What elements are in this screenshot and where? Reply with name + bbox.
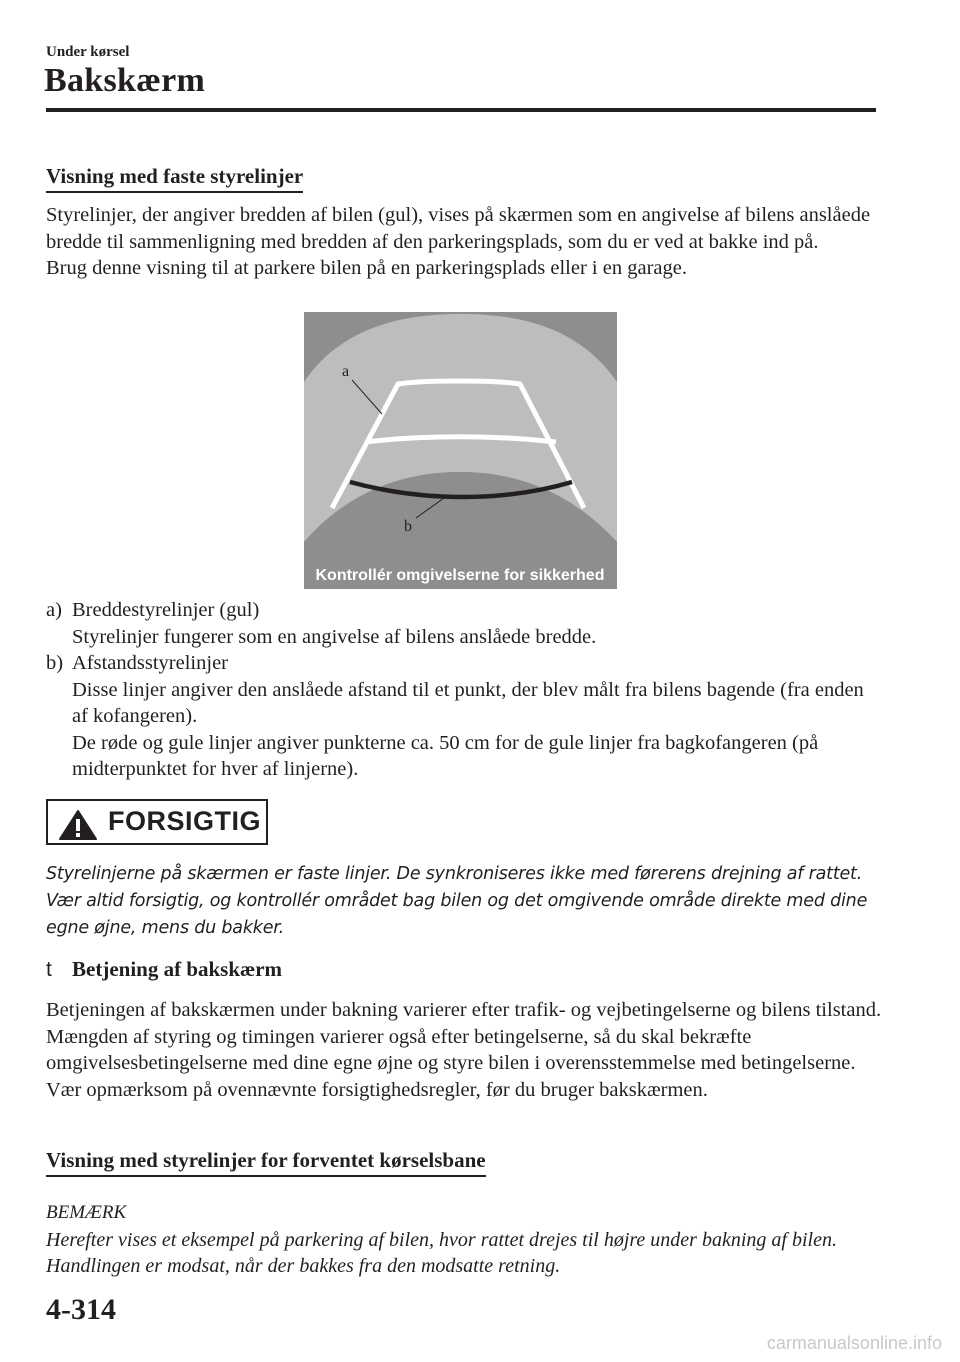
- diagram-label-b: b: [404, 518, 412, 535]
- legend-text-a-1: Styrelinjer fungerer som en angivelse af bilens anslåede bredde.: [72, 625, 597, 648]
- rear-view-diagram: [304, 312, 617, 589]
- watermark: carmanualsonline.info: [766, 1333, 942, 1353]
- diagram-caption: Kontrollér omgivelserne for sikkerhed: [315, 567, 605, 584]
- page-title: Bakskærm: [44, 62, 206, 99]
- warning-label: FORSIGTIG: [108, 806, 261, 836]
- legend-item-a: [46, 597, 876, 650]
- section-heading-expected-path: Visning med styrelinjer for forventet kørselsbane: [46, 1147, 486, 1177]
- section2-body: [46, 997, 886, 1103]
- warning-triangle-icon: [58, 809, 98, 841]
- legend-text-b-1: Disse linjer angiver den anslåede afstand til et punkt, der blev målt fra bilens bagende (fra enden af kofangeren).: [72, 678, 864, 727]
- legend-item-b: [46, 650, 876, 783]
- section-heading-fixed-guidelines: Visning med faste styrelinjer: [46, 163, 303, 193]
- note-block: [46, 1200, 896, 1280]
- diagram-legend: [46, 597, 876, 783]
- title-rule: [46, 108, 876, 112]
- section-marker: t: [46, 958, 52, 981]
- rear-view-diagram-svg: [304, 312, 617, 589]
- chapter-label: Under kørsel: [46, 44, 130, 60]
- warning-label-box: [46, 799, 268, 845]
- legend-label-b: b): [46, 652, 64, 674]
- section2-paragraph-2: Vær opmærksom på ovennævnte forsigtighedsregler, før du bruger bakskærmen.: [46, 1078, 708, 1101]
- page-number: 4-314: [46, 1293, 116, 1326]
- section1-paragraph-1: Styrelinjer, der angiver bredden af bilen (gul), vises på skærmen som en angivelse af bilens anslåede bredde til sammenligning med bredden af den parkeringsplads, som du er ved at bakke ind på.: [46, 204, 871, 253]
- legend-text-b-2: De røde og gule linjer angiver punkterne ca. 50 cm for de gule linjer fra bagkofangeren (på midterpunktet for hver af linjerne).: [72, 731, 819, 780]
- legend-title-b: Afstandsstyrelinjer: [72, 652, 228, 674]
- legend-title-a: Breddestyrelinjer (gul): [72, 599, 260, 621]
- section2-paragraph-1: Betjeningen af bakskærmen under bakning varierer efter trafik- og vejbetingelserne og bilens tilstand. Mængden af styring og timingen varierer også efter betingelserne, så du skal bekræfte omgivelsesbetingelserne med dine egne øjne og styre bilen i overensstemmelse med betingelserne.: [46, 999, 882, 1074]
- note-text: Herefter vises et eksempel på parkering af bilen, hvor rattet drejes til højre under bakning af bilen. Handlingen er modsat, når der bakkes fra den modsatte retning.: [46, 1228, 837, 1277]
- diagram-label-a: a: [342, 363, 350, 380]
- note-heading: BEMÆRK: [46, 1202, 127, 1223]
- section1-paragraph-2: Brug denne visning til at parkere bilen på en parkeringsplads eller i en garage.: [46, 257, 687, 279]
- section-heading-operation: [46, 957, 282, 982]
- warning-text: Styrelinjerne på skærmen er faste linjer. De synkroniseres ikke med førerens drejning af rattet. Vær altid forsigtig, og kontrollér området bag bilen og det omgivende område direkte med dine egne øjne, mens du bakker.: [46, 864, 868, 938]
- section-heading-operation-text: Betjening af bakskærm: [72, 957, 283, 981]
- legend-label-a: a): [46, 599, 62, 621]
- section1-body: [46, 202, 886, 282]
